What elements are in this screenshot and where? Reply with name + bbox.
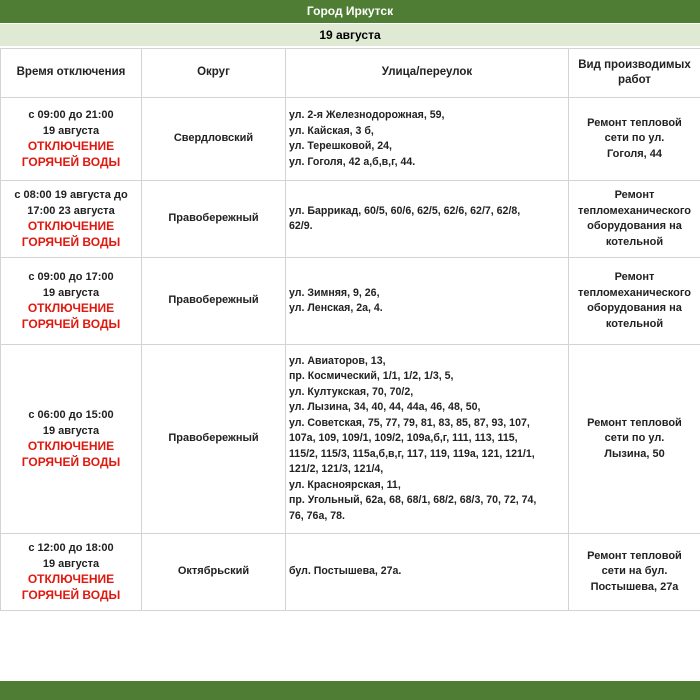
status-line: ОТКЛЮЧЕНИЕ (27, 439, 115, 453)
table-row (1, 98, 700, 181)
status-line: ОТКЛЮЧЕНИЕ (27, 572, 115, 586)
street-line: 121/2, 121/3, 121/4, (289, 463, 384, 476)
status-line: ОТКЛЮЧЕНИЕ (27, 219, 115, 233)
streets-cell (286, 98, 569, 181)
street-line: ул. Лызина, 34, 40, 44, 44а, 46, 48, 50, (289, 401, 481, 414)
work-line: Ремонт тепловой (587, 416, 682, 429)
street-line: ул. Советская, 75, 77, 79, 81, 83, 85, 87, 93, 107, (289, 416, 530, 429)
time-line: 19 августа (42, 424, 100, 437)
street-line: 107а, 109, 109/1, 109/2, 109а,б,г, 111, 113, 115, (289, 432, 518, 445)
streets-cell (286, 534, 569, 611)
district-cell: Октябрьский (142, 534, 286, 611)
work-cell (569, 345, 700, 534)
streets-cell (286, 181, 569, 258)
status-line: ГОРЯЧЕЙ ВОДЫ (21, 454, 121, 469)
street-line: ул. Терешковой, 24, (289, 140, 392, 152)
table-row (1, 534, 700, 611)
table-row (1, 258, 700, 345)
status-line: ГОРЯЧЕЙ ВОДЫ (21, 316, 121, 331)
table-row (1, 181, 700, 258)
column-header-time: Время отключения (1, 49, 142, 98)
work-line: Ремонт тепловой (587, 549, 682, 562)
streets-cell (286, 345, 569, 534)
street-line: ул. 2-я Железнодорожная, 59, (289, 109, 445, 121)
time-cell (1, 98, 142, 181)
work-line: Ремонт (614, 271, 655, 283)
street-line: ул. Баррикад, 60/5, 60/6, 62/5, 62/6, 62/7, 62/8, (289, 204, 521, 217)
time-line: с 09:00 до 17:00 (28, 271, 114, 283)
time-line: 19 августа (42, 557, 100, 570)
street-line: 76, 76а, 78. (289, 509, 345, 522)
work-line: котельной (605, 235, 664, 248)
work-line: сети на бул. (601, 565, 668, 578)
work-line: сети по ул. (604, 132, 665, 145)
status-line: ГОРЯЧЕЙ ВОДЫ (21, 234, 121, 249)
work-cell (569, 98, 700, 181)
table-header-row (1, 49, 700, 98)
time-line: 17:00 23 августа (27, 204, 115, 217)
work-line: Гоголя, 44 (606, 147, 663, 160)
street-line: пр. Угольный, 62а, 68, 68/1, 68/2, 68/3, 70, 72, 74, (289, 494, 537, 507)
time-line: с 09:00 до 21:00 (28, 109, 114, 121)
street-line: ул. Красноярская, 11, (289, 478, 401, 491)
city-title: Город Иркутск (0, 0, 700, 23)
time-line: с 12:00 до 18:00 (28, 542, 114, 554)
district-cell: Правобережный (142, 258, 286, 345)
district-cell: Правобережный (142, 181, 286, 258)
streets-cell (286, 258, 569, 345)
time-line: 19 августа (42, 286, 100, 299)
street-line: ул. Гоголя, 42 а,б,в,г, 44. (289, 155, 416, 168)
time-cell (1, 258, 142, 345)
work-line: Ремонт тепловой (587, 116, 682, 129)
status-line: ОТКЛЮЧЕНИЕ (27, 139, 115, 153)
status-line: ГОРЯЧЕЙ ВОДЫ (21, 154, 121, 169)
outage-table (0, 48, 700, 611)
column-header-work: Вид производимых работ (569, 49, 700, 98)
street-line: бул. Постышева, 27а. (289, 565, 402, 578)
footer-bar (0, 681, 700, 700)
district-cell: Правобережный (142, 345, 286, 534)
time-cell (1, 345, 142, 534)
time-cell (1, 534, 142, 611)
date-title: 19 августа (0, 24, 700, 46)
work-cell (569, 534, 700, 611)
column-header-street: Улица/переулок (286, 49, 569, 98)
street-line: ул. Култукская, 70, 70/2, (289, 385, 414, 398)
street-line: ул. Ленская, 2а, 4. (289, 302, 383, 314)
work-line: тепломеханического (577, 286, 692, 299)
work-line: Постышева, 27а (590, 580, 679, 593)
work-line: сети по ул. (604, 432, 665, 445)
time-line: 19 августа (42, 124, 100, 137)
street-line: ул. Кайская, 3 б, (289, 124, 374, 137)
work-line: тепломеханического (577, 204, 692, 217)
street-line: ул. Зимняя, 9, 26, (289, 286, 380, 299)
work-line: Ремонт (614, 189, 655, 201)
work-line: котельной (605, 317, 664, 330)
time-line: с 08:00 19 августа до (14, 189, 128, 201)
street-line: пр. Космический, 1/1, 1/2, 1/3, 5, (289, 370, 454, 383)
work-cell (569, 258, 700, 345)
district-cell: Свердловский (142, 98, 286, 181)
time-line: с 06:00 до 15:00 (28, 409, 114, 421)
status-line: ОТКЛЮЧЕНИЕ (27, 301, 115, 315)
work-line: оборудования на (587, 220, 682, 232)
table-row (1, 345, 700, 534)
work-line: оборудования на (587, 302, 682, 314)
street-line: 115/2, 115/3, 115а,б,в,г, 117, 119, 119а, 121, 121/1, (289, 447, 535, 460)
time-cell (1, 181, 142, 258)
work-line: Лызина, 50 (604, 447, 665, 460)
street-line: 62/9. (289, 220, 313, 232)
work-cell (569, 181, 700, 258)
status-line: ГОРЯЧЕЙ ВОДЫ (21, 587, 121, 602)
column-header-district: Округ (142, 49, 286, 98)
street-line: ул. Авиаторов, 13, (289, 354, 386, 367)
